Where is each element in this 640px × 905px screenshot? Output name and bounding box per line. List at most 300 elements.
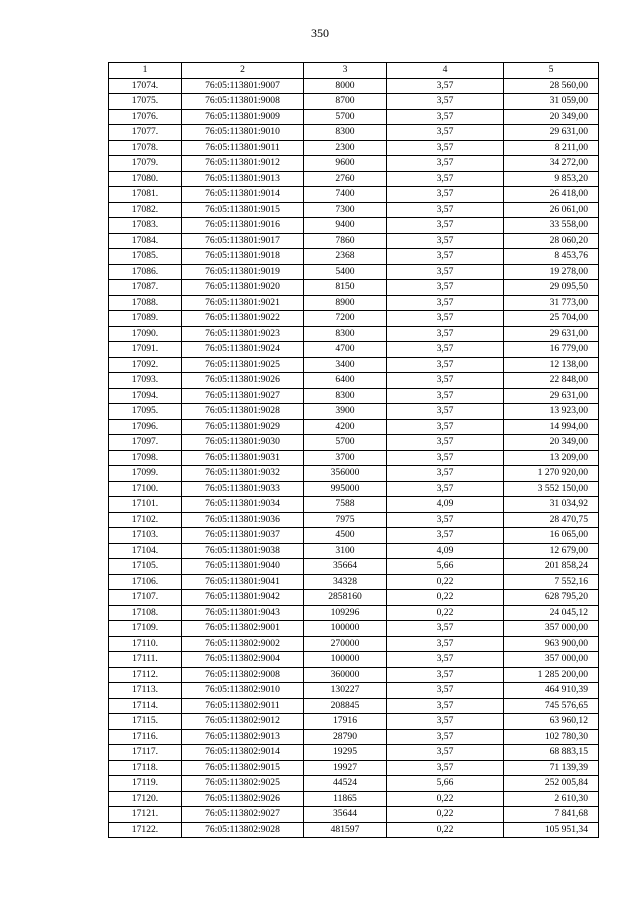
amount-cell: 31 059,00 <box>504 94 599 110</box>
row-number-cell: 17088. <box>109 295 182 311</box>
cadastral-number-cell: 76:05:113802:9026 <box>182 791 304 807</box>
row-number-cell: 17093. <box>109 373 182 389</box>
rate-cell: 3,57 <box>387 171 504 187</box>
rate-cell: 3,57 <box>387 388 504 404</box>
cadastral-number-cell: 76:05:113802:9027 <box>182 807 304 823</box>
cadastral-number-cell: 76:05:113801:9026 <box>182 373 304 389</box>
rate-cell: 3,57 <box>387 404 504 420</box>
rate-cell: 3,57 <box>387 156 504 172</box>
table-row <box>109 791 599 807</box>
amount-cell: 63 960,12 <box>504 714 599 730</box>
area-cell: 3700 <box>304 450 387 466</box>
area-cell: 4500 <box>304 528 387 544</box>
row-number-cell: 17097. <box>109 435 182 451</box>
row-number-cell: 17084. <box>109 233 182 249</box>
cadastral-number-cell: 76:05:113801:9016 <box>182 218 304 234</box>
rate-cell: 0,22 <box>387 822 504 838</box>
cadastral-number-cell: 76:05:113801:9012 <box>182 156 304 172</box>
row-number-cell: 17086. <box>109 264 182 280</box>
table-row <box>109 652 599 668</box>
row-number-cell: 17096. <box>109 419 182 435</box>
area-cell: 360000 <box>304 667 387 683</box>
rate-cell: 3,57 <box>387 450 504 466</box>
area-cell: 19927 <box>304 760 387 776</box>
area-cell: 7860 <box>304 233 387 249</box>
table-row <box>109 698 599 714</box>
cadastral-number-cell: 76:05:113801:9011 <box>182 140 304 156</box>
cadastral-number-cell: 76:05:113801:9025 <box>182 357 304 373</box>
cadastral-number-cell: 76:05:113802:9001 <box>182 621 304 637</box>
amount-cell: 7 841,68 <box>504 807 599 823</box>
rate-cell: 3,57 <box>387 218 504 234</box>
amount-cell: 25 704,00 <box>504 311 599 327</box>
cadastral-number-cell: 76:05:113801:9017 <box>182 233 304 249</box>
column-header-4: 4 <box>387 63 504 79</box>
cadastral-number-cell: 76:05:113802:9025 <box>182 776 304 792</box>
row-number-cell: 17117. <box>109 745 182 761</box>
cadastral-number-cell: 76:05:113801:9043 <box>182 605 304 621</box>
cadastral-number-cell: 76:05:113801:9014 <box>182 187 304 203</box>
rate-cell: 0,22 <box>387 605 504 621</box>
amount-cell: 16 065,00 <box>504 528 599 544</box>
amount-cell: 29 631,00 <box>504 125 599 141</box>
amount-cell: 26 418,00 <box>504 187 599 203</box>
amount-cell: 2 610,30 <box>504 791 599 807</box>
amount-cell: 201 858,24 <box>504 559 599 575</box>
amount-cell: 29 631,00 <box>504 388 599 404</box>
cadastral-number-cell: 76:05:113801:9024 <box>182 342 304 358</box>
rate-cell: 4,09 <box>387 543 504 559</box>
amount-cell: 745 576,65 <box>504 698 599 714</box>
rate-cell: 3,57 <box>387 419 504 435</box>
column-header-3: 3 <box>304 63 387 79</box>
rate-cell: 0,22 <box>387 574 504 590</box>
area-cell: 3400 <box>304 357 387 373</box>
cadastral-number-cell: 76:05:113801:9032 <box>182 466 304 482</box>
rate-cell: 3,57 <box>387 125 504 141</box>
rate-cell: 3,57 <box>387 729 504 745</box>
cadastral-number-cell: 76:05:113801:9027 <box>182 388 304 404</box>
cadastral-number-cell: 76:05:113801:9007 <box>182 78 304 94</box>
table-row <box>109 311 599 327</box>
amount-cell: 29 095,50 <box>504 280 599 296</box>
amount-cell: 24 045,12 <box>504 605 599 621</box>
area-cell: 8300 <box>304 388 387 404</box>
rate-cell: 3,57 <box>387 636 504 652</box>
row-number-cell: 17101. <box>109 497 182 513</box>
amount-cell: 357 000,00 <box>504 652 599 668</box>
row-number-cell: 17118. <box>109 760 182 776</box>
rate-cell: 3,57 <box>387 357 504 373</box>
area-cell: 2858160 <box>304 590 387 606</box>
rate-cell: 3,57 <box>387 295 504 311</box>
rate-cell: 3,57 <box>387 466 504 482</box>
row-number-cell: 17109. <box>109 621 182 637</box>
cadastral-number-cell: 76:05:113801:9023 <box>182 326 304 342</box>
rate-cell: 3,57 <box>387 109 504 125</box>
amount-cell: 16 779,00 <box>504 342 599 358</box>
area-cell: 7975 <box>304 512 387 528</box>
row-number-cell: 17090. <box>109 326 182 342</box>
table-row <box>109 729 599 745</box>
row-number-cell: 17121. <box>109 807 182 823</box>
table-row <box>109 745 599 761</box>
table-row <box>109 404 599 420</box>
table-row <box>109 140 599 156</box>
table-row <box>109 776 599 792</box>
row-number-cell: 17075. <box>109 94 182 110</box>
area-cell: 11865 <box>304 791 387 807</box>
table-row <box>109 481 599 497</box>
area-cell: 8700 <box>304 94 387 110</box>
cadastral-number-cell: 76:05:113802:9015 <box>182 760 304 776</box>
cadastral-number-cell: 76:05:113801:9020 <box>182 280 304 296</box>
table-row <box>109 543 599 559</box>
cadastral-number-cell: 76:05:113801:9022 <box>182 311 304 327</box>
amount-cell: 12 679,00 <box>504 543 599 559</box>
rate-cell: 3,57 <box>387 233 504 249</box>
area-cell: 2368 <box>304 249 387 265</box>
rate-cell: 3,57 <box>387 280 504 296</box>
amount-cell: 19 278,00 <box>504 264 599 280</box>
table-row <box>109 435 599 451</box>
rate-cell: 3,57 <box>387 745 504 761</box>
area-cell: 2300 <box>304 140 387 156</box>
rate-cell: 3,57 <box>387 78 504 94</box>
table-row <box>109 590 599 606</box>
rate-cell: 3,57 <box>387 140 504 156</box>
area-cell: 19295 <box>304 745 387 761</box>
rate-cell: 3,57 <box>387 435 504 451</box>
area-cell: 7588 <box>304 497 387 513</box>
row-number-cell: 17110. <box>109 636 182 652</box>
amount-cell: 31 773,00 <box>504 295 599 311</box>
table-row <box>109 326 599 342</box>
row-number-cell: 17108. <box>109 605 182 621</box>
cadastral-number-cell: 76:05:113802:9014 <box>182 745 304 761</box>
amount-cell: 8 453,76 <box>504 249 599 265</box>
rate-cell: 3,57 <box>387 373 504 389</box>
table-row <box>109 94 599 110</box>
page-number: 350 <box>311 26 329 40</box>
cadastral-number-cell: 76:05:113802:9028 <box>182 822 304 838</box>
rate-cell: 4,09 <box>387 497 504 513</box>
row-number-cell: 17083. <box>109 218 182 234</box>
row-number-cell: 17091. <box>109 342 182 358</box>
table-row <box>109 574 599 590</box>
cadastral-number-cell: 76:05:113801:9018 <box>182 249 304 265</box>
rate-cell: 3,57 <box>387 326 504 342</box>
rate-cell: 3,57 <box>387 714 504 730</box>
area-cell: 208845 <box>304 698 387 714</box>
table-row <box>109 218 599 234</box>
rate-cell: 0,22 <box>387 590 504 606</box>
cadastral-number-cell: 76:05:113801:9030 <box>182 435 304 451</box>
cadastral-number-cell: 76:05:113802:9002 <box>182 636 304 652</box>
amount-cell: 28 560,00 <box>504 78 599 94</box>
rate-cell: 3,57 <box>387 249 504 265</box>
amount-cell: 1 270 920,00 <box>504 466 599 482</box>
rate-cell: 3,57 <box>387 311 504 327</box>
cadastral-number-cell: 76:05:113801:9038 <box>182 543 304 559</box>
table-row <box>109 714 599 730</box>
table-row <box>109 667 599 683</box>
cadastral-number-cell: 76:05:113801:9041 <box>182 574 304 590</box>
area-cell: 34328 <box>304 574 387 590</box>
area-cell: 109296 <box>304 605 387 621</box>
rate-cell: 3,57 <box>387 187 504 203</box>
area-cell: 35664 <box>304 559 387 575</box>
area-cell: 2760 <box>304 171 387 187</box>
rate-cell: 3,57 <box>387 683 504 699</box>
area-cell: 7300 <box>304 202 387 218</box>
area-cell: 100000 <box>304 621 387 637</box>
table-row <box>109 528 599 544</box>
cadastral-number-cell: 76:05:113801:9031 <box>182 450 304 466</box>
rate-cell: 3,57 <box>387 621 504 637</box>
table-row <box>109 636 599 652</box>
area-cell: 356000 <box>304 466 387 482</box>
table-row <box>109 466 599 482</box>
row-number-cell: 17077. <box>109 125 182 141</box>
area-cell: 8900 <box>304 295 387 311</box>
amount-cell: 12 138,00 <box>504 357 599 373</box>
table-row <box>109 559 599 575</box>
table-row <box>109 187 599 203</box>
area-cell: 4200 <box>304 419 387 435</box>
cadastral-number-cell: 76:05:113801:9009 <box>182 109 304 125</box>
cadastral-number-cell: 76:05:113802:9011 <box>182 698 304 714</box>
amount-cell: 33 558,00 <box>504 218 599 234</box>
cadastral-number-cell: 76:05:113801:9013 <box>182 171 304 187</box>
cadastral-number-cell: 76:05:113801:9015 <box>182 202 304 218</box>
cadastral-number-cell: 76:05:113802:9013 <box>182 729 304 745</box>
rate-cell: 3,57 <box>387 698 504 714</box>
amount-cell: 13 209,00 <box>504 450 599 466</box>
area-cell: 5700 <box>304 435 387 451</box>
table-row <box>109 342 599 358</box>
area-cell: 270000 <box>304 636 387 652</box>
amount-cell: 14 994,00 <box>504 419 599 435</box>
row-number-cell: 17115. <box>109 714 182 730</box>
area-cell: 8300 <box>304 326 387 342</box>
rate-cell: 3,57 <box>387 652 504 668</box>
amount-cell: 31 034,92 <box>504 497 599 513</box>
table-row <box>109 357 599 373</box>
amount-cell: 9 853,20 <box>504 171 599 187</box>
cadastral-number-cell: 76:05:113801:9042 <box>182 590 304 606</box>
rate-cell: 3,57 <box>387 202 504 218</box>
row-number-cell: 17080. <box>109 171 182 187</box>
column-header-1: 1 <box>109 63 182 79</box>
table-row <box>109 280 599 296</box>
row-number-cell: 17100. <box>109 481 182 497</box>
area-cell: 6400 <box>304 373 387 389</box>
cadastral-number-cell: 76:05:113801:9010 <box>182 125 304 141</box>
cadastral-number-cell: 76:05:113801:9034 <box>182 497 304 513</box>
amount-cell: 628 795,20 <box>504 590 599 606</box>
rate-cell: 5,66 <box>387 559 504 575</box>
rate-cell: 0,22 <box>387 807 504 823</box>
table-row <box>109 156 599 172</box>
table-row <box>109 605 599 621</box>
table-row <box>109 202 599 218</box>
area-cell: 28790 <box>304 729 387 745</box>
row-number-cell: 17081. <box>109 187 182 203</box>
table-row <box>109 807 599 823</box>
cadastral-number-cell: 76:05:113801:9019 <box>182 264 304 280</box>
row-number-cell: 17104. <box>109 543 182 559</box>
row-number-cell: 17103. <box>109 528 182 544</box>
amount-cell: 20 349,00 <box>504 435 599 451</box>
rate-cell: 3,57 <box>387 94 504 110</box>
area-cell: 8300 <box>304 125 387 141</box>
amount-cell: 29 631,00 <box>504 326 599 342</box>
amount-cell: 7 552,16 <box>504 574 599 590</box>
row-number-cell: 17105. <box>109 559 182 575</box>
row-number-cell: 17107. <box>109 590 182 606</box>
area-cell: 7400 <box>304 187 387 203</box>
table-row <box>109 621 599 637</box>
table-row <box>109 78 599 94</box>
area-cell: 481597 <box>304 822 387 838</box>
cadastral-number-cell: 76:05:113801:9040 <box>182 559 304 575</box>
area-cell: 5400 <box>304 264 387 280</box>
amount-cell: 8 211,00 <box>504 140 599 156</box>
row-number-cell: 17102. <box>109 512 182 528</box>
table-row <box>109 419 599 435</box>
table-row <box>109 109 599 125</box>
table-row <box>109 683 599 699</box>
column-header-2: 2 <box>182 63 304 79</box>
rate-cell: 5,66 <box>387 776 504 792</box>
area-cell: 4700 <box>304 342 387 358</box>
row-number-cell: 17098. <box>109 450 182 466</box>
amount-cell: 105 951,34 <box>504 822 599 838</box>
row-number-cell: 17099. <box>109 466 182 482</box>
table-row <box>109 760 599 776</box>
rate-cell: 3,57 <box>387 481 504 497</box>
area-cell: 995000 <box>304 481 387 497</box>
cadastral-number-cell: 76:05:113801:9021 <box>182 295 304 311</box>
cadastral-number-cell: 76:05:113802:9010 <box>182 683 304 699</box>
amount-cell: 22 848,00 <box>504 373 599 389</box>
data-table <box>108 62 599 838</box>
column-header-5: 5 <box>504 63 599 79</box>
table-row <box>109 512 599 528</box>
amount-cell: 20 349,00 <box>504 109 599 125</box>
row-number-cell: 17078. <box>109 140 182 156</box>
row-number-cell: 17106. <box>109 574 182 590</box>
cadastral-number-cell: 76:05:113801:9037 <box>182 528 304 544</box>
cadastral-number-cell: 76:05:113801:9033 <box>182 481 304 497</box>
table-row <box>109 388 599 404</box>
cadastral-number-cell: 76:05:113801:9029 <box>182 419 304 435</box>
area-cell: 5700 <box>304 109 387 125</box>
cadastral-number-cell: 76:05:113801:9008 <box>182 94 304 110</box>
row-number-cell: 17089. <box>109 311 182 327</box>
rate-cell: 3,57 <box>387 264 504 280</box>
row-number-cell: 17119. <box>109 776 182 792</box>
table-row <box>109 171 599 187</box>
row-number-cell: 17095. <box>109 404 182 420</box>
area-cell: 35644 <box>304 807 387 823</box>
amount-cell: 102 780,30 <box>504 729 599 745</box>
row-number-cell: 17120. <box>109 791 182 807</box>
table-row <box>109 373 599 389</box>
rate-cell: 3,57 <box>387 342 504 358</box>
area-cell: 130227 <box>304 683 387 699</box>
cadastral-number-cell: 76:05:113801:9028 <box>182 404 304 420</box>
cadastral-number-cell: 76:05:113802:9012 <box>182 714 304 730</box>
row-number-cell: 17082. <box>109 202 182 218</box>
area-cell: 17916 <box>304 714 387 730</box>
amount-cell: 28 060,20 <box>504 233 599 249</box>
row-number-cell: 17114. <box>109 698 182 714</box>
area-cell: 100000 <box>304 652 387 668</box>
row-number-cell: 17087. <box>109 280 182 296</box>
table-row <box>109 249 599 265</box>
row-number-cell: 17074. <box>109 78 182 94</box>
table-row <box>109 233 599 249</box>
amount-cell: 71 139,39 <box>504 760 599 776</box>
row-number-cell: 17092. <box>109 357 182 373</box>
amount-cell: 13 923,00 <box>504 404 599 420</box>
amount-cell: 26 061,00 <box>504 202 599 218</box>
area-cell: 9400 <box>304 218 387 234</box>
cadastral-number-cell: 76:05:113802:9004 <box>182 652 304 668</box>
cadastral-number-cell: 76:05:113802:9008 <box>182 667 304 683</box>
amount-cell: 464 910,39 <box>504 683 599 699</box>
amount-cell: 963 900,00 <box>504 636 599 652</box>
row-number-cell: 17122. <box>109 822 182 838</box>
amount-cell: 68 883,15 <box>504 745 599 761</box>
cadastral-number-cell: 76:05:113801:9036 <box>182 512 304 528</box>
table-header-row <box>109 63 599 79</box>
rate-cell: 3,57 <box>387 760 504 776</box>
table-row <box>109 822 599 838</box>
table-row <box>109 295 599 311</box>
amount-cell: 1 285 200,00 <box>504 667 599 683</box>
amount-cell: 34 272,00 <box>504 156 599 172</box>
amount-cell: 252 005,84 <box>504 776 599 792</box>
row-number-cell: 17116. <box>109 729 182 745</box>
row-number-cell: 17112. <box>109 667 182 683</box>
row-number-cell: 17076. <box>109 109 182 125</box>
row-number-cell: 17079. <box>109 156 182 172</box>
amount-cell: 28 470,75 <box>504 512 599 528</box>
table-row <box>109 497 599 513</box>
area-cell: 44524 <box>304 776 387 792</box>
amount-cell: 3 552 150,00 <box>504 481 599 497</box>
table-row <box>109 450 599 466</box>
amount-cell: 357 000,00 <box>504 621 599 637</box>
area-cell: 8150 <box>304 280 387 296</box>
rate-cell: 3,57 <box>387 667 504 683</box>
table-body <box>109 78 599 838</box>
area-cell: 7200 <box>304 311 387 327</box>
area-cell: 3100 <box>304 543 387 559</box>
table-row <box>109 264 599 280</box>
area-cell: 9600 <box>304 156 387 172</box>
rate-cell: 3,57 <box>387 512 504 528</box>
area-cell: 3900 <box>304 404 387 420</box>
rate-cell: 0,22 <box>387 791 504 807</box>
row-number-cell: 17111. <box>109 652 182 668</box>
row-number-cell: 17085. <box>109 249 182 265</box>
rate-cell: 3,57 <box>387 528 504 544</box>
area-cell: 8000 <box>304 78 387 94</box>
